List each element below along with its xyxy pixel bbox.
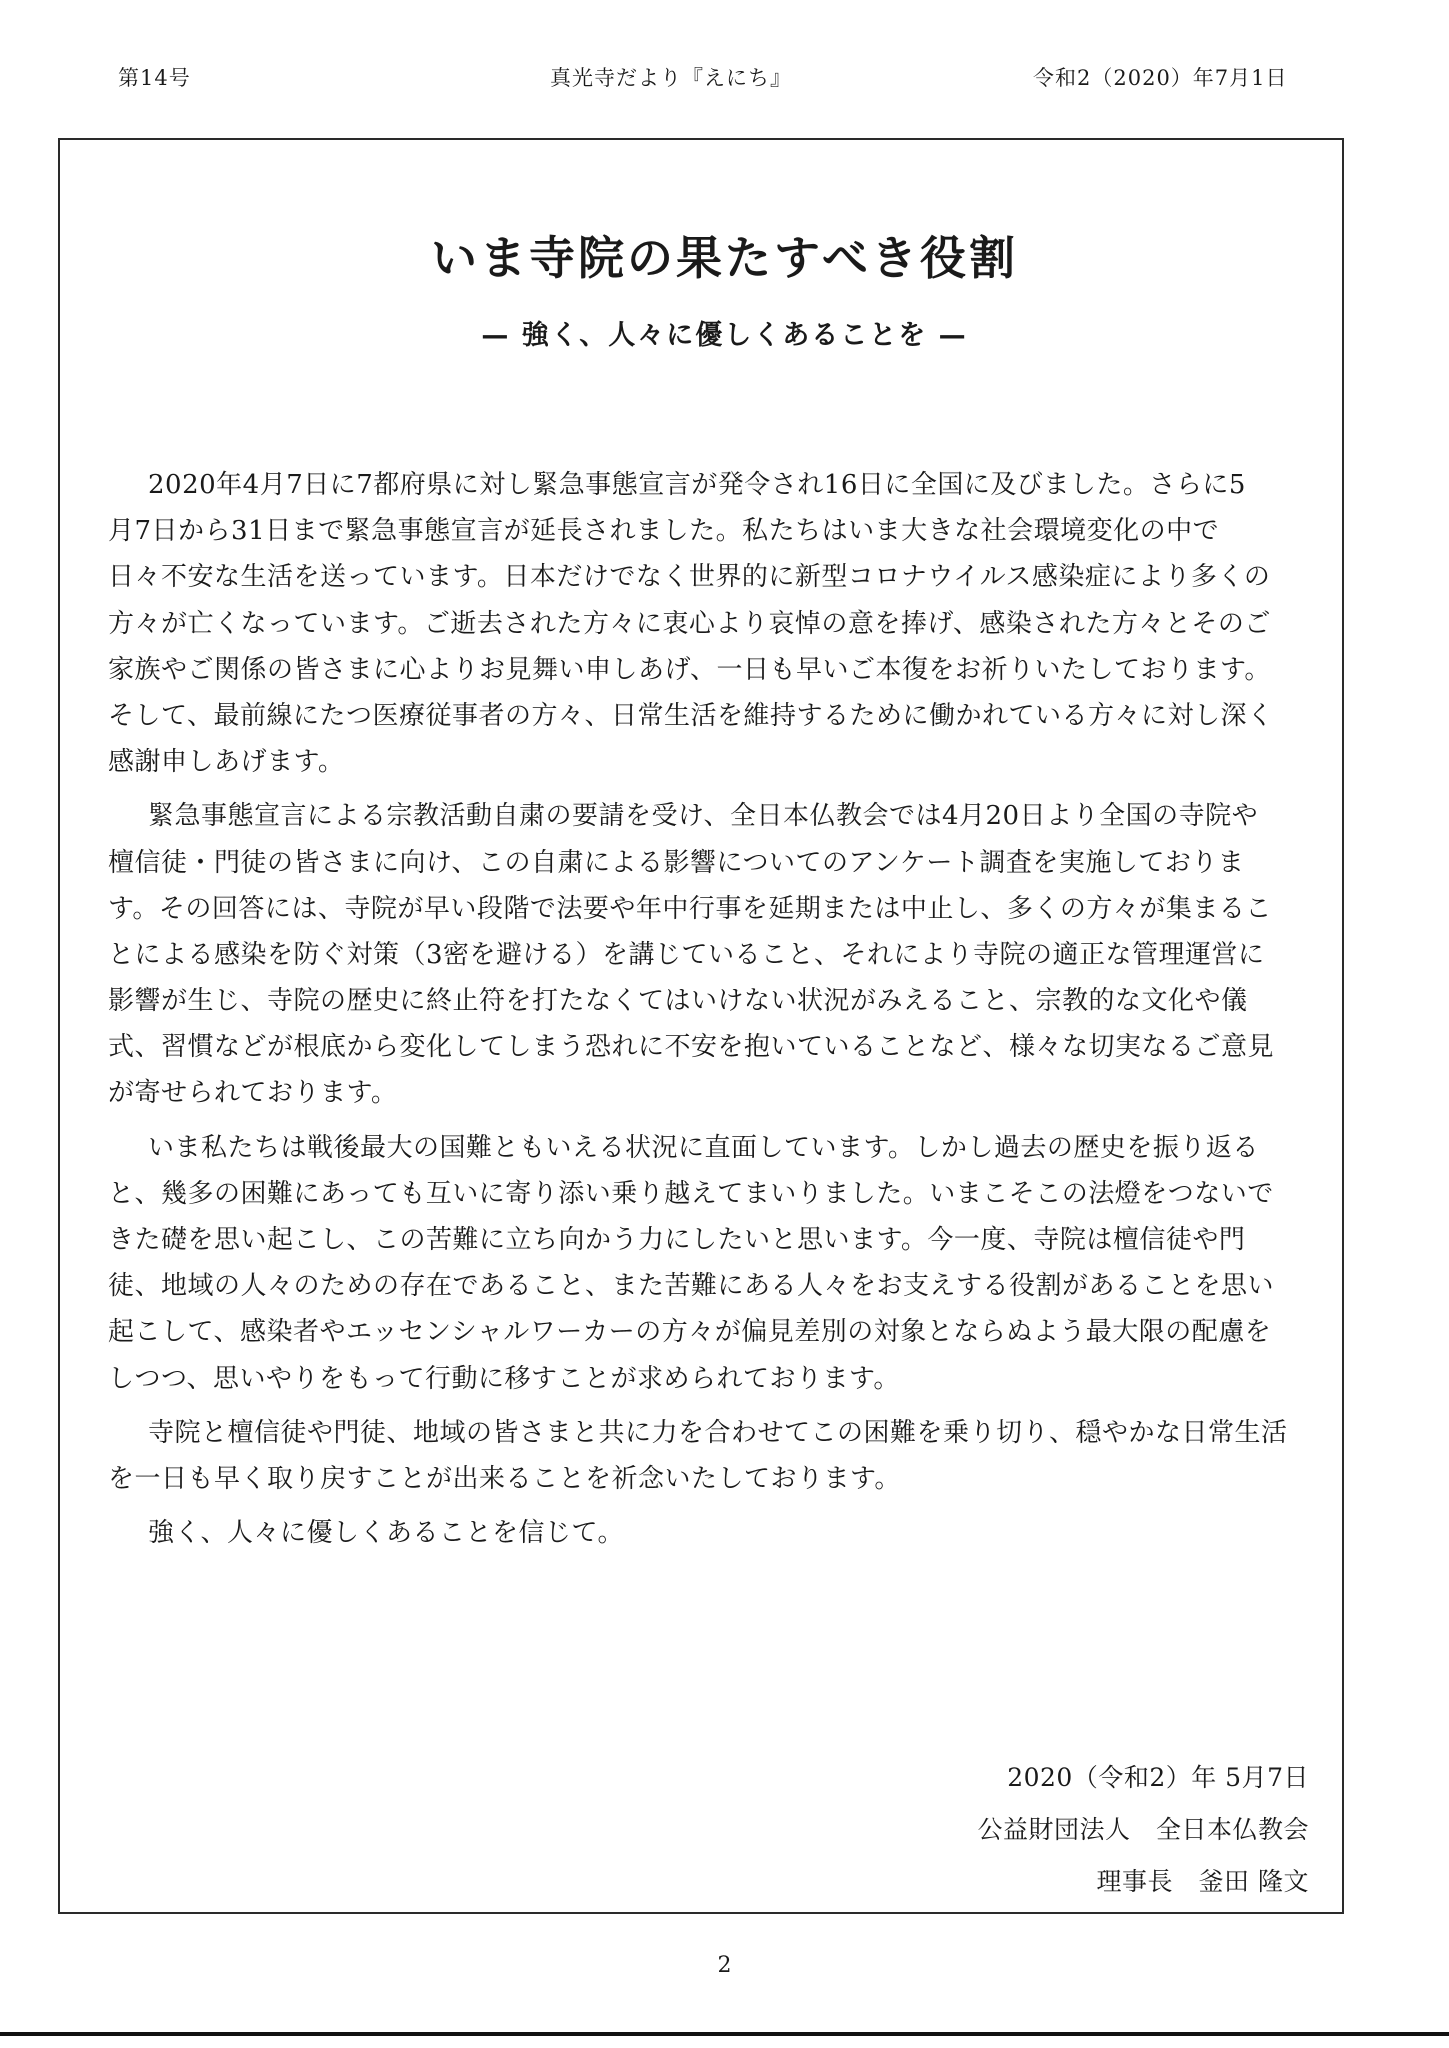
text-line: 式、習慣などが根底から変化してしまう恐れに不安を抱いていることなど、様々な切実なるご意見 (108, 1032, 1275, 1063)
signature-chairman: 理事長 釜田 隆文 (1096, 1867, 1309, 1896)
text-line: 感謝申しあげます。 (108, 747, 345, 778)
paragraph-2 (108, 793, 1308, 1116)
signature-block (977, 1752, 1309, 1908)
text-line: 影響が生じ、寺院の歴史に終止符を打たなくてはいけない状況がみえること、宗教的な文化や儀 (108, 986, 1248, 1017)
paragraph-1 (108, 462, 1308, 785)
paragraph-3 (108, 1125, 1308, 1402)
text-line: を一日も早く取り戻すことが出来ることを祈念いたしております。 (108, 1463, 901, 1494)
article-subtitle: — 強く、人々に優しくあることを — (481, 320, 968, 351)
page-number: 2 (717, 1953, 732, 1978)
text-line: す。その回答には、寺院が早い段階で法要や年中行事を延期または中止し、多くの方々が集まるこ (108, 893, 1272, 924)
issue-number: 第14号 (118, 66, 191, 90)
text-line: 家族やご関係の皆さまに心よりお見舞い申しあげ、一日も早いご本復をお祈りいたしております。 (108, 654, 1271, 685)
text-line: きた礎を思い起こし、この苦難に立ち向かう力にしたいと思います。今一度、寺院は檀信徒や門 (108, 1225, 1246, 1255)
text-line: 2020年4月7日に7都府県に対し緊急事態宣言が発令され16日に全国に及びました。さらに5 (148, 470, 1246, 500)
paragraph-4 (108, 1410, 1308, 1502)
text-line: 起こして、感染者やエッセンシャルワーカーの方々が偏見差別の対象とならぬよう最大限の配慮を (108, 1317, 1272, 1348)
issue-date: 令和2（2020）年7月1日 (1033, 66, 1288, 90)
text-line: 檀信徒・門徒の皆さまに向け、この自粛による影響についてのアンケート調査を実施しておりま (108, 847, 1245, 878)
text-line: 徒、地域の人々のための存在であること、また苦難にある人々をお支えする役割があることを思い (108, 1271, 1275, 1302)
text-line: 日々不安な生活を送っています。日本だけでなく世界的に新型コロナウイルス感染症により多くの (108, 562, 1271, 593)
signature-date: 2020（令和2）年 5月7日 (1007, 1763, 1309, 1792)
text-line: 方々が亡くなっています。ご逝去された方々に衷心より哀悼の意を捧げ、感染された方々とそのご (108, 608, 1271, 639)
newsletter-title: 真光寺だより『えにち』 (550, 66, 792, 90)
article-body (108, 462, 1308, 1564)
text-line: と、幾多の困難にあっても互いに寄り添い乗り越えてまいりました。いまこそこの法燈をつないで (108, 1178, 1274, 1209)
paragraph-5 (108, 1510, 1308, 1556)
scan-edge-line (0, 2032, 1449, 2036)
text-line: いま私たちは戦後最大の国難ともいえる状況に直面しています。しかし過去の歴史を振り返る (148, 1132, 1259, 1163)
article-title: いま寺院の果たすべき役割 (430, 231, 1019, 285)
text-line: しつつ、思いやりをもって行動に移すことが求められております。 (108, 1363, 900, 1394)
text-line: 寺院と檀信徒や門徒、地域の皆さまと共に力を合わせてこの困難を乗り切り、穏やかな日常生活 (148, 1417, 1288, 1448)
text-line: とによる感染を防ぐ対策（3密を避ける）を講じていること、それにより寺院の適正な管理運営に (108, 939, 1265, 970)
text-line: そして、最前線にたつ医療従事者の方々、日常生活を維持するために働かれている方々に対し深く (108, 700, 1274, 731)
text-line: が寄せられております。 (108, 1078, 398, 1109)
text-line: 緊急事態宣言による宗教活動自粛の要請を受け、全日本仏教会では4月20日より全国の寺院や (148, 801, 1259, 832)
text-line: 強く、人々に優しくあることを信じて。 (148, 1518, 624, 1549)
signature-organization: 公益財団法人 全日本仏教会 (977, 1815, 1309, 1844)
text-line: 月7日から31日まで緊急事態宣言が延長されました。私たちはいま大きな社会環境変化の中で (108, 516, 1220, 547)
